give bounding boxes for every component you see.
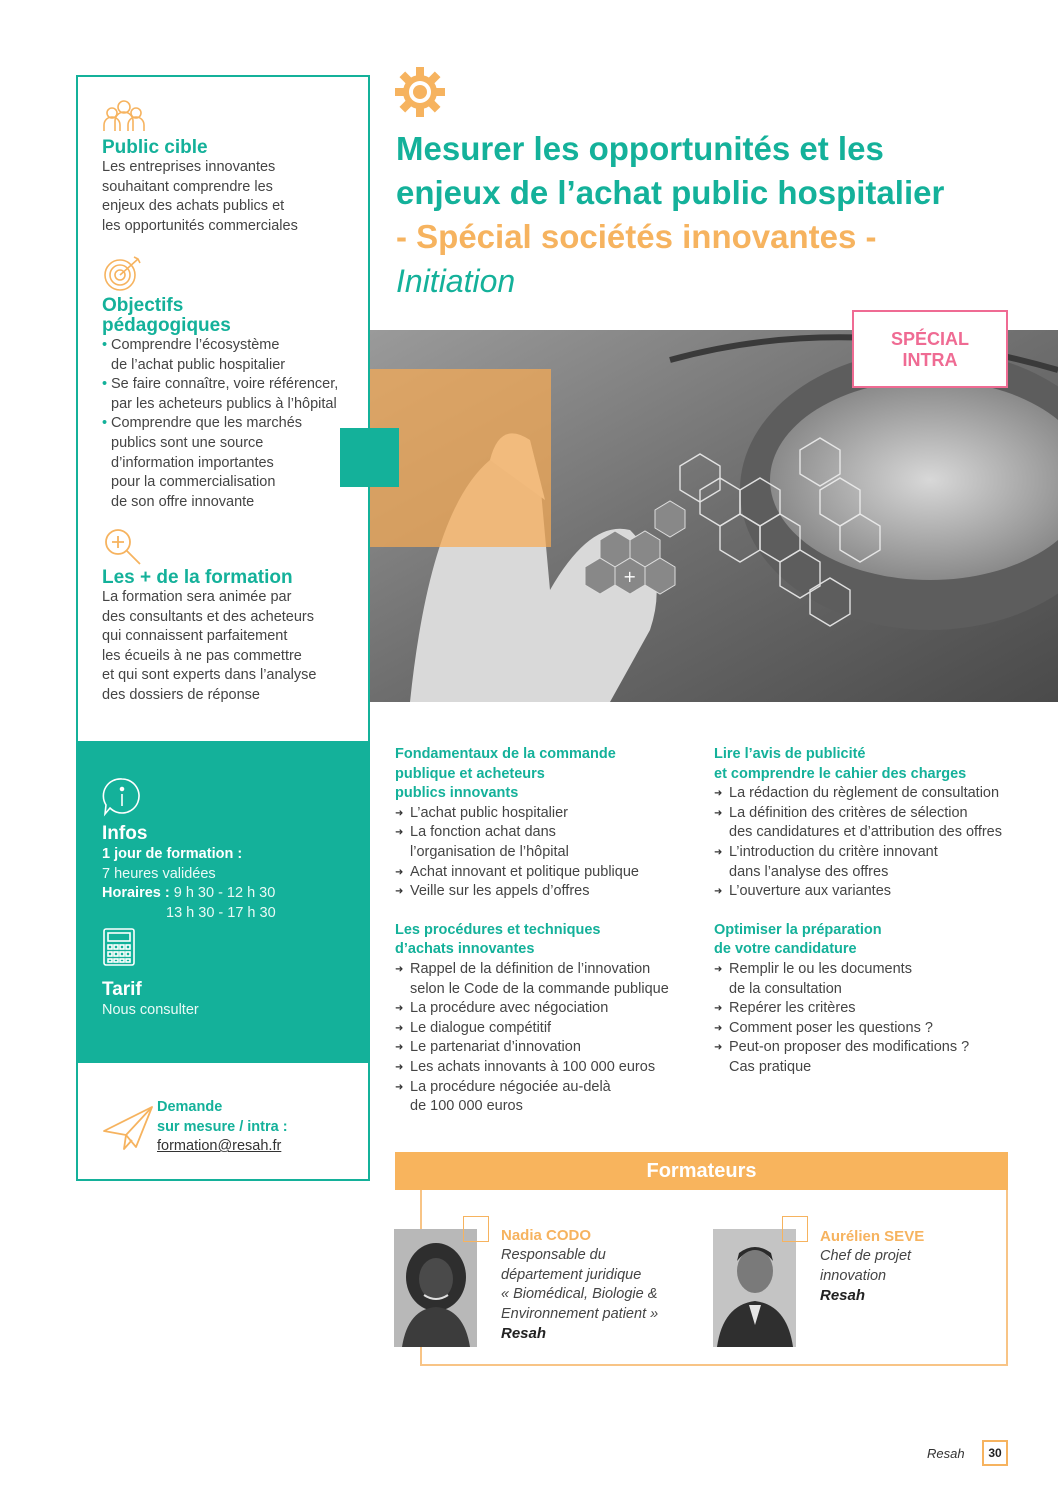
people-icon xyxy=(102,95,146,135)
objectives-list xyxy=(102,336,338,512)
module-list xyxy=(714,784,1014,902)
tarif-value: Nous consulter xyxy=(102,1002,199,1018)
info-sidebar xyxy=(76,75,370,1181)
list-item: ➜ La définition des critères de sélection des candidatures et d’attribution des offres xyxy=(714,804,1014,843)
trainers-heading: Formateurs xyxy=(395,1152,1008,1190)
email-link[interactable]: formation@resah.fr xyxy=(157,1138,282,1155)
duration-label: 1 jour de formation : xyxy=(102,846,243,862)
svg-text:+: + xyxy=(623,567,637,586)
public-text: Les entreprises innovantes souhaitant comprendre les enjeux des achats publics et les opportunités commerciales xyxy=(102,159,298,234)
trainer-org: Resah xyxy=(501,1325,547,1343)
duration-value: 7 heures validées xyxy=(102,865,216,882)
program-col-left xyxy=(395,745,705,1136)
plus-heading: Les + de la formation xyxy=(102,567,293,588)
hours-row-2: 13 h 30 - 17 h 30 xyxy=(166,904,276,921)
list-item: ➜ Repérer les critères xyxy=(714,999,1014,1019)
infos-block xyxy=(78,741,368,1067)
target-icon xyxy=(102,253,146,293)
program-col-right xyxy=(714,745,1014,1097)
module-title: Optimiser la préparation de votre candidature xyxy=(714,921,882,958)
list-item: ➜ Rappel de la définition de l’innovation selon le Code de la commande publique xyxy=(395,960,705,999)
trainer-name: Nadia CODO xyxy=(501,1227,592,1244)
trainer-photo xyxy=(713,1229,796,1347)
trainer-role: Responsable du département juridique « Biomédical, Biologie & Environnement patient » xyxy=(501,1247,659,1322)
list-item: ➜ La procédure négociée au-delà de 100 000 euros xyxy=(395,1078,705,1117)
request-line-2: sur mesure / intra : xyxy=(157,1118,288,1135)
divider xyxy=(78,1063,368,1067)
paper-plane-icon xyxy=(102,1105,154,1151)
list-item: ➜ Peut-on proposer des modifications ? Cas pratique xyxy=(714,1038,1014,1077)
list-item: ➜ Le dialogue compétitif xyxy=(395,1019,705,1039)
calculator-icon xyxy=(102,927,136,967)
magnifier-plus-icon xyxy=(102,526,146,566)
list-item: ➜ L’ouverture aux variantes xyxy=(714,882,1014,902)
module-list xyxy=(395,960,705,1117)
page-title: Mesurer les opportunités et les enjeux de l’achat public hospitalier xyxy=(396,130,945,211)
module-title: Fondamentaux de la commande publique et acheteurs publics innovants xyxy=(395,746,616,802)
list-item: • Comprendre l’écosystème de l’achat public hospitalier xyxy=(102,336,338,375)
request-block xyxy=(157,1098,288,1157)
list-item: ➜ Comment poser les questions ? xyxy=(714,1019,1014,1039)
page-number: 30 xyxy=(982,1440,1008,1466)
level-label: Initiation xyxy=(396,263,516,299)
list-item: • Se faire connaître, voire référencer, par les acheteurs publics à l’hôpital xyxy=(102,375,338,414)
hours-row: Horaires : 9 h 30 - 12 h 30 xyxy=(102,885,276,902)
list-item: ➜ Achat innovant et politique publique xyxy=(395,863,705,883)
trainer-org: Resah xyxy=(820,1287,866,1305)
list-item: ➜ L’introduction du critère innovant dans l’analyse des offres xyxy=(714,843,1014,882)
gear-icon xyxy=(394,66,446,118)
module-list xyxy=(395,804,705,902)
objectives-heading: Objectifs pédagogiques xyxy=(102,295,231,336)
trainer-role: Chef de projet innovation xyxy=(820,1248,912,1284)
trainer-photo xyxy=(394,1229,477,1347)
list-item: ➜ L’achat public hospitalier xyxy=(395,804,705,824)
trainer-card xyxy=(820,1227,1010,1306)
public-heading: Public cible xyxy=(102,137,208,158)
trainer-name: Aurélien SEVE xyxy=(820,1228,925,1245)
photo-frame-corner xyxy=(463,1216,489,1242)
teal-accent xyxy=(340,428,399,487)
list-item: ➜ Les achats innovants à 100 000 euros xyxy=(395,1058,705,1078)
list-item: ➜ La fonction achat dans l’organisation de l’hôpital xyxy=(395,823,705,862)
tarif-heading: Tarif xyxy=(102,979,142,1000)
list-item: ➜ La procédure avec négociation xyxy=(395,999,705,1019)
module-title: Lire l’avis de publicité et comprendre le cahier des charges xyxy=(714,746,967,782)
info-icon xyxy=(102,777,142,817)
list-item: ➜ Veille sur les appels d’offres xyxy=(395,882,705,902)
plus-text: La formation sera animée par des consultants et des acheteurs qui connaissent parfaitement les écueils à ne pas commettre et qui sont experts dans l’analyse des dossiers de réponse xyxy=(102,589,317,703)
list-item: ➜ Le partenariat d’innovation xyxy=(395,1038,705,1058)
list-item: • Comprendre que les marchés publics sont une source d’information importantes pour la commercialisation de son offre innovante xyxy=(102,414,338,512)
request-line-1: Demande xyxy=(157,1099,223,1115)
module-title: Les procédures et techniques d’achats innovantes xyxy=(395,921,601,958)
public-section xyxy=(102,95,146,135)
trainer-card xyxy=(501,1226,691,1344)
photo-frame-corner xyxy=(782,1216,808,1242)
infos-heading: Infos xyxy=(102,823,148,844)
module-list xyxy=(714,960,1014,1078)
footer-brand: Resah xyxy=(927,1446,965,1461)
list-item: ➜ Remplir le ou les documents de la consultation xyxy=(714,960,1014,999)
special-intra-badge: SPÉCIAL INTRA xyxy=(852,310,1008,388)
page-subtitle: - Spécial sociétés innovantes - xyxy=(396,218,877,255)
list-item: ➜ La rédaction du règlement de consultation xyxy=(714,784,1014,804)
